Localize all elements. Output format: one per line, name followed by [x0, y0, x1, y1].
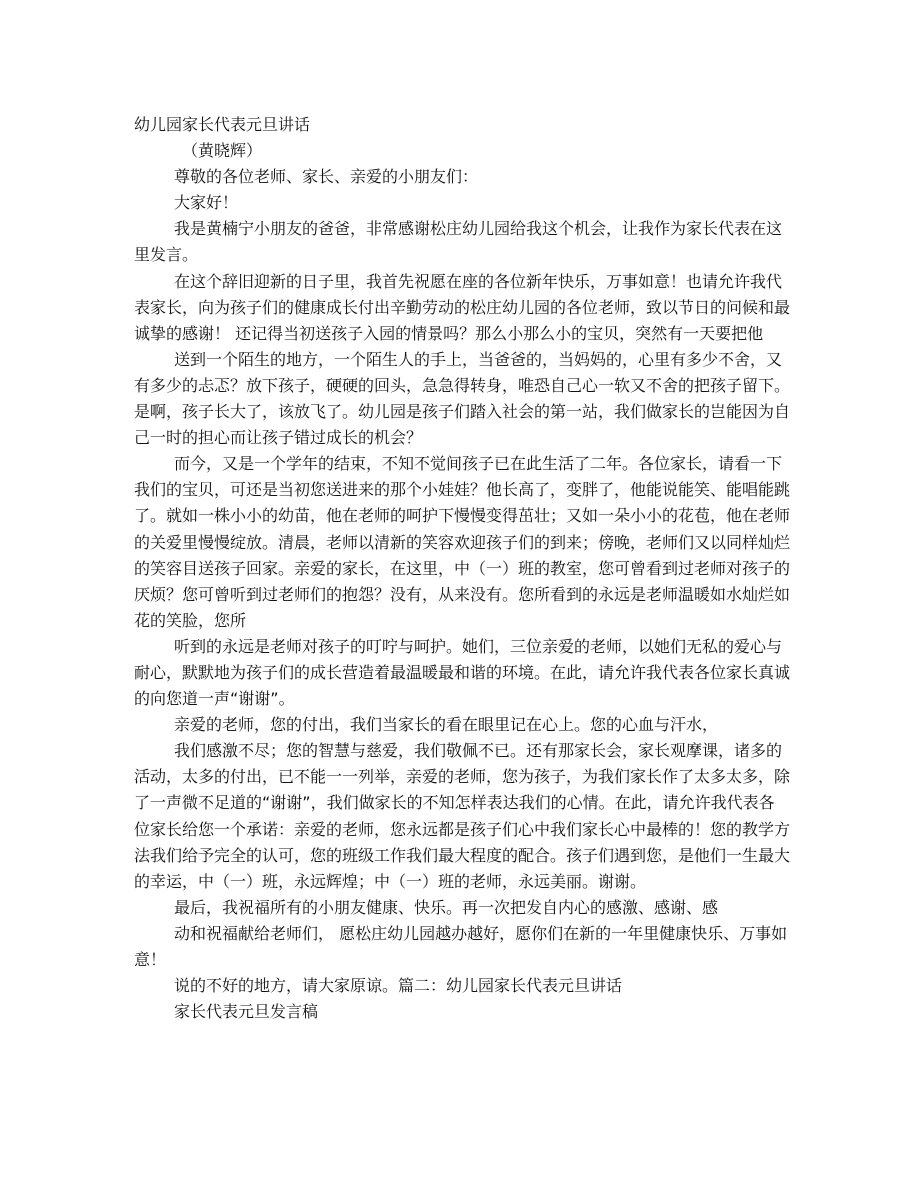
paragraph-line: 家长代表元旦发言稿: [174, 1002, 319, 1022]
salutation: 尊敬的各位老师、家长、亲爱的小朋友们：: [174, 167, 479, 187]
document-title: 幼儿园家长代表元旦讲话: [134, 115, 311, 134]
document-body: [134, 112, 791, 1025]
paragraph-line: 厌烦？您可曾听到过老师们的抱怨？没有，从来没有。您所看到的永远是老师温暖如水灿烂如: [134, 584, 791, 604]
paragraph-line: 最后，我祝福所有的小朋友健康、快乐。再一次把发自内心的感激、感谢、感: [174, 897, 719, 917]
paragraph-line: 花的笑脸，您所: [134, 610, 247, 630]
paragraph-line: 己一时的担心而让孩子错过成长的机会？: [134, 428, 423, 448]
paragraph-line: 听到的永远是老师对孩子的叮咛与呵护。她们，三位亲爱的老师，以她们无私的爱心与: [174, 636, 783, 656]
paragraph-line: 里发言。: [134, 245, 199, 265]
paragraph-line: 了。就如一株小小的幼苗，他在老师的呵护下慢慢变得茁壮；又如一朵小小的花苞，他在老师: [134, 506, 791, 526]
paragraph-line: 亲爱的老师，您的付出，我们当家长的看在眼里记在心上。您的心血与汗水，: [174, 715, 719, 735]
paragraph-line: 送到一个陌生的地方，一个陌生人的手上，当爸爸的，当妈妈的，心里有多少不舍，又: [174, 349, 783, 369]
paragraph-line: 诚挚的感谢！ 还记得当初送孩子入园的情景吗？那么小那么小的宝贝，突然有一天要把他: [134, 323, 764, 343]
paragraph-line: 说的不好的地方，请大家原谅。篇二：幼儿园家长代表元旦讲话: [174, 976, 623, 996]
paragraph-line: 耐心，默默地为孩子们的成长营造着最温暖最和谐的环境。在此，请允许我代表各位家长真诚: [134, 662, 791, 682]
paragraph-line: 而今，又是一个学年的结束，不知不觉间孩子已在此生活了二年。各位家长，请看一下: [174, 454, 783, 474]
paragraph-line: 意！: [134, 950, 167, 969]
author-line: （黄晓辉）: [182, 141, 263, 161]
paragraph-line: 的关爱里慢慢绽放。清晨，老师以清新的笑容欢迎孩子们的到来；傍晚，老师们又以同样灿烂: [134, 532, 791, 552]
paragraph-line: 我是黄楠宁小朋友的爸爸，非常感谢松庄幼儿园给我这个机会，让我作为家长代表在这: [174, 219, 783, 239]
paragraph-line: 位家长给您一个承诺：亲爱的老师，您永远都是孩子们心中我们家长心中最棒的！您的教学方: [134, 819, 791, 839]
paragraph-line: 是啊，孩子长大了，该放飞了。幼儿园是孩子们踏入社会的第一站，我们做家长的岂能因为自: [134, 402, 791, 422]
paragraph-line: 我们感激不尽；您的智慧与慈爱，我们敬佩不已。还有那家长会，家长观摩课，诸多的: [174, 741, 783, 761]
paragraph-line: 法我们给予完全的认可，您的班级工作我们最大程度的配合。孩子们遇到您，是他们一生最大: [134, 845, 791, 865]
paragraph-line: 活动，太多的付出，已不能一一列举，亲爱的老师，您为孩子，为我们家长作了太多太多，除: [134, 767, 791, 787]
paragraph-line: 我们的宝贝，可还是当初您送进来的那个小娃娃？他长高了，变胖了，他能说能笑、能唱能跳: [134, 480, 791, 500]
paragraph-line: 在这个辞旧迎新的日子里，我首先祝愿在座的各位新年快乐，万事如意！也请允许我代: [174, 271, 783, 291]
paragraph-line: 动和祝福献给老师们， 愿松庄幼儿园越办越好，愿你们在新的一年里健康快乐、万事如: [174, 923, 788, 943]
paragraph-line: 的向您道一声“谢谢”。: [134, 689, 295, 709]
paragraph-line: 了一声微不足道的“谢谢”，我们做家长的不知怎样表达我们的心情。在此，请允许我代表各: [134, 793, 775, 813]
paragraph-line: 的笑容目送孩子回家。亲爱的家长，在这里，中（一）班的教室，您可曾看到过老师对孩子的: [134, 558, 791, 578]
paragraph-line: 的幸运，中（一）班，永远辉煌；中（一）班的老师，永远美丽。谢谢。: [134, 871, 647, 891]
paragraph-line: 表家长，向为孩子们的健康成长付出辛勤劳动的松庄幼儿园的各位老师，致以节日的问候和最: [134, 297, 791, 317]
paragraph-line: 有多少的忐忑？放下孩子，硬硬的回头，急急得转身，唯恐自己心一软又不舍的把孩子留下。: [134, 375, 791, 395]
greeting: 大家好！: [174, 193, 239, 213]
